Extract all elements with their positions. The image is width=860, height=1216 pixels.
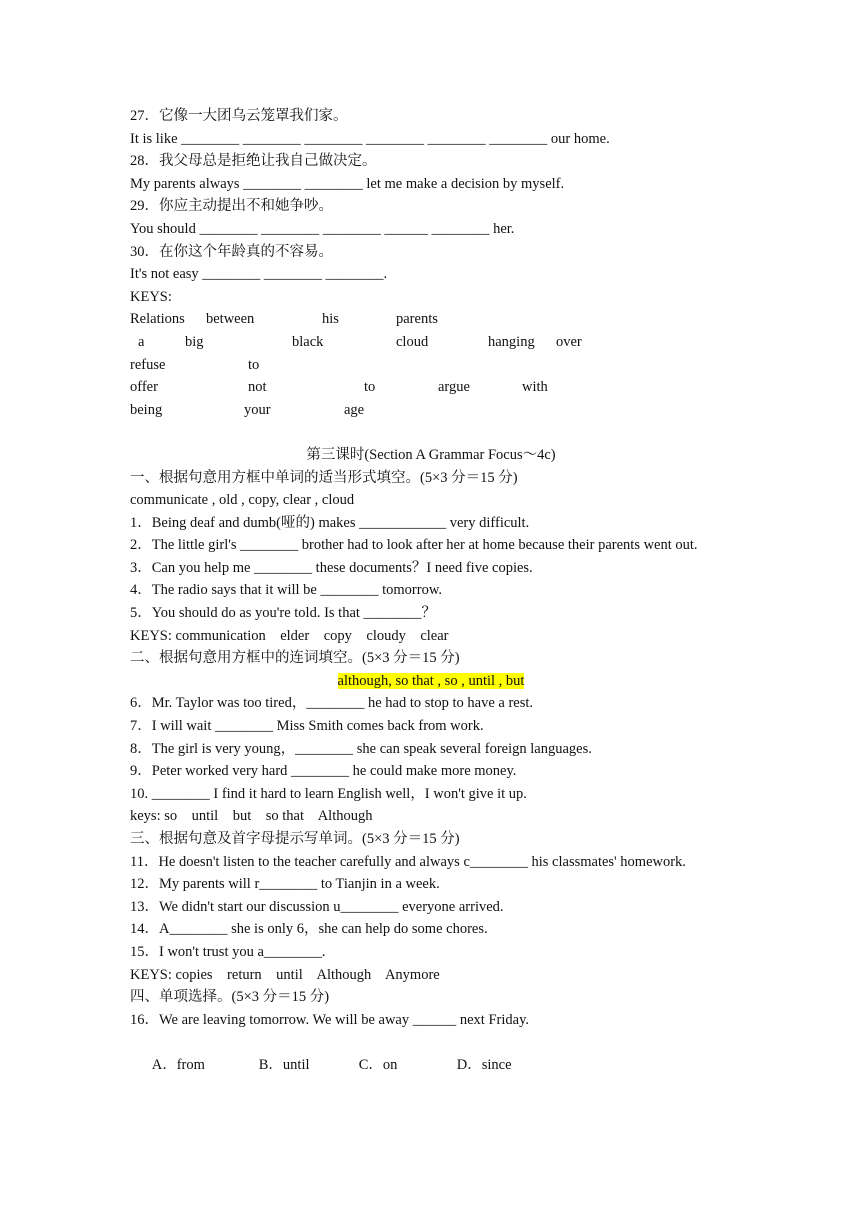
key-word: your [244,401,271,418]
part1-keys: KEYS: communication elder copy cloudy clear [130,627,449,644]
option-b: B．until [258,1056,310,1073]
key-word: between [206,311,255,328]
part1-word-box: communicate , old , copy, clear , cloud [130,492,355,509]
q28-chinese: 28．我父母总是拒绝让我自己做决定。 [130,153,377,170]
question-14: 14．A________ she is only 6，she can help do some chores. [130,921,488,938]
question-6: 6．Mr. Taylor was too tired，________ he had to stop to have a rest. [130,695,534,712]
keys-row-30a [130,376,732,399]
question-16-options [130,1031,732,1099]
question-11: 11．He doesn't listen to the teacher carefully and always c________ his classmates' homework. [130,853,686,870]
key-word: to [248,356,260,373]
q30-english: It's not easy ________ ________ ________. [130,266,388,283]
part3-heading: 三、根据句意及首字母提示写单词。(5×3 分＝15 分) [130,831,460,847]
keys-row-30b [130,399,732,422]
question-12: 12．My parents will r________ to Tianjin in a week. [130,876,440,893]
key-word: over [556,333,582,350]
part1-heading: 一、根据句意用方框中单词的适当形式填空。(5×3 分＝15 分) [130,469,518,486]
key-word: with [522,379,548,396]
key-word: being [130,401,163,418]
key-word: to [364,379,376,396]
question-2: 2．The little girl's ________ brother had to look after her at home because their parents went out. [130,537,698,554]
question-1: 1．Being deaf and dumb(哑的) makes ____________ very difficult. [130,514,530,531]
question-5: 5．You should do as you're told. Is that ________？ [130,605,437,622]
key-word: parents [396,311,438,328]
key-word: cloud [396,333,429,350]
keys-row-29 [130,354,732,377]
key-word: not [248,379,267,396]
q29-english: You should ________ ________ ________ ______ ________ her. [130,220,515,237]
q27-chinese: 27．它像一大团乌云笼罩我们家。 [130,108,348,124]
keys-row-28 [130,331,732,354]
key-word: age [344,401,365,418]
question-10: 10. ________ I find it hard to learn English well，I won't give it up. [130,785,527,802]
key-word: Relations [130,311,185,328]
question-8: 8．The girl is very young，________ she can speak several foreign languages. [130,740,592,757]
q27-english: It is like ________ ________ ________ ________ ________ ________ our home. [130,130,610,147]
option-d: D．since [456,1056,512,1073]
question-7: 7．I will wait ________ Miss Smith comes back from work. [130,718,484,735]
question-4: 4．The radio says that it will be ________ tomorrow. [130,582,442,599]
lesson-title: 第三课时(Section A Grammar Focus～4c) [306,446,556,463]
keys-row-27 [130,308,732,331]
part4-heading: 四、单项选择。(5×3 分＝15 分) [130,989,330,1006]
highlighted-words: although, so that , so , until , but [337,672,525,689]
q29-chinese: 29．你应主动提出不和她争吵。 [130,198,333,215]
blank-line [130,421,732,444]
keys-label: KEYS: [130,288,172,305]
q30-chinese: 30．在你这个年龄真的不容易。 [130,243,333,260]
option-a: A．from [151,1056,205,1073]
question-13: 13．We didn't start our discussion u________ everyone arrived. [130,898,504,915]
question-3: 3．Can you help me ________ these documents？I need five copies. [130,559,533,576]
part3-keys: KEYS: copies return until Although Anymore [130,966,440,983]
key-word: a [138,333,145,350]
part2-keys: keys: so until but so that Although [130,808,373,825]
part2-heading: 二、根据句意用方框中的连词填空。(5×3 分＝15 分) [130,650,460,667]
key-word: refuse [130,356,166,373]
key-word: black [292,333,324,350]
option-c: C．on [358,1056,398,1073]
key-word: argue [438,379,470,396]
key-word: his [322,311,339,328]
question-15: 15．I won't trust you a________. [130,943,326,960]
key-word: offer [130,379,158,396]
part2-word-box [130,670,732,693]
key-word: hanging [488,333,535,350]
key-word: big [185,333,204,350]
question-16: 16．We are leaving tomorrow. We will be away ______ next Friday. [130,1011,529,1028]
q28-english: My parents always ________ ________ let me make a decision by myself. [130,175,565,192]
document-content [130,105,732,1099]
question-9: 9．Peter worked very hard ________ he could make more money. [130,763,517,780]
